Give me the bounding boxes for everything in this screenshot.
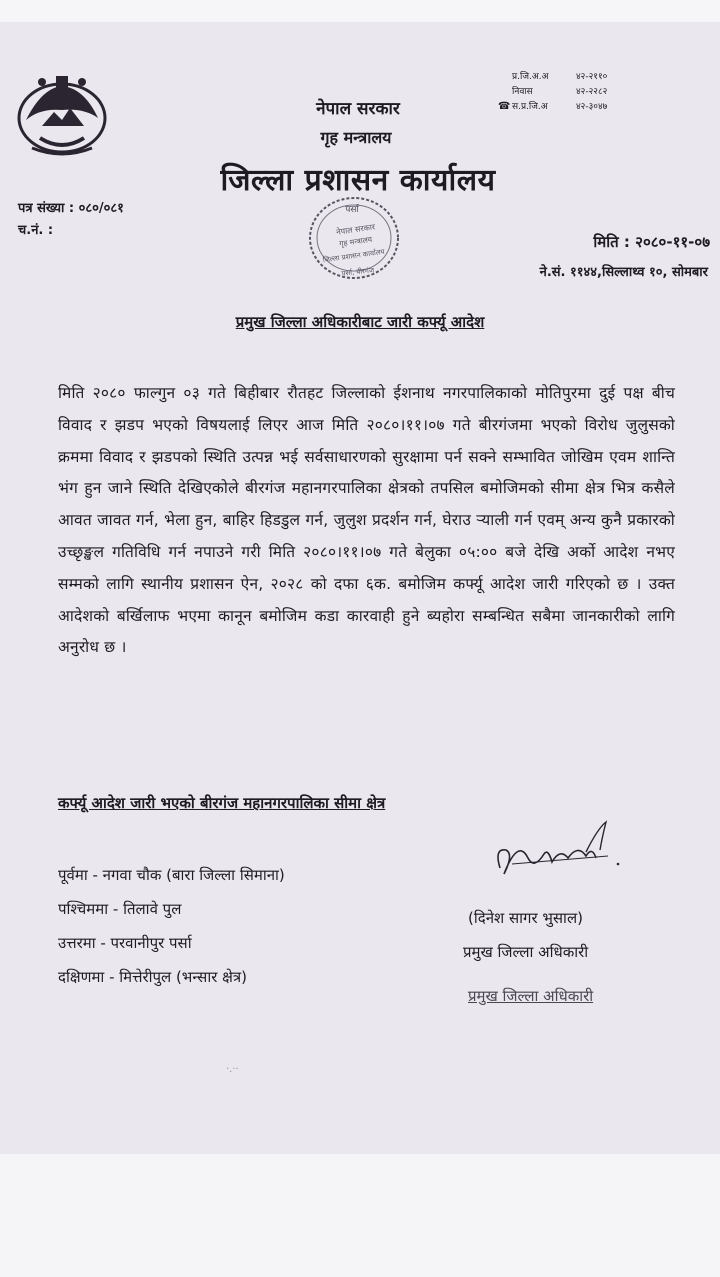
signatory-title: प्रमुख जिल्ला अधिकारी [463, 943, 589, 961]
signatory-stamp: प्रमुख जिल्ला अधिकारी [468, 987, 594, 1005]
letter-number: पत्र संख्या : ०८०/०८१ [18, 201, 124, 216]
top-margin [0, 0, 720, 22]
list-item: पूर्वमा - नगवा चौक (बारा जिल्ला सिमाना) [58, 866, 285, 884]
order-body: मिति २०८० फाल्गुन ०३ गते बिहीबार रौतहट जिल्लाको ईशनाथ नगरपालिकाको मोतिपुरमा दुई पक्ष बीच विवाद र झडप भएको विषयलाई लिएर आज मिति २०८०।११।०७ गते बीरगंजमा भएको विरोध जुलुसको क्रममा विवाद र झडपको स्थिति उत्पन्न भई सर्वसाधारणको सुरक्षामा पर्न सक्ने सम्भावित जोखिम एवम शान्ति भंग हुन जाने स्थिति देखिएकोले बीरगंज महानगरपालिका क्षेत्रको तपसिल बमोजिमको सीमा क्षेत्र भित्र कसैले आवत जावत गर्न, भेला हुन, बाहिर हिडडुल गर्न, जुलुश प्रदर्शन गर्न, घेराउ ऱ्याली गर्न एवम् अन्य कुनै प्रकारको उच्छृङ्खल गतिविधि गर्न नपाउने गरी मिति २०८०।११।०७ गते बेलुका ०५:०० बजे देखि अर्को आदेश नभए सम्मको लागि स्थानीय प्रशासन ऐन, २०२८ को दफा ६क. बमोजिम कर्फ्यू आदेश जारी गरिएको छ । उक्त आदेशको बर्खिलाफ भएमा कानून बमोजिम कडा कारवाही हुने ब्यहोरा सम्बन्धित सबैमा जानकारीको लागि अनुरोध छ । [58, 384, 675, 657]
svg-text:नेपाल सरकार: नेपाल सरकार [335, 222, 376, 237]
dispatch-number: च.नं. : [18, 223, 54, 238]
paper-speck: ·.·· [226, 1064, 239, 1075]
area-heading: कर्फ्यू आदेश जारी भएको बीरगंज महानगरपालिका सीमा क्षेत्र [58, 794, 386, 812]
signature [488, 818, 638, 890]
contact-row: प्र.जि.अ.अ ४२-२११० [512, 72, 608, 82]
list-item: पश्चिममा - तिलावे पुल [58, 900, 182, 918]
office-seal [306, 192, 406, 288]
subject-heading: प्रमुख जिल्ला अधिकारीबाट जारी कर्फ्यू आदेश [235, 313, 485, 331]
ministry-name: गृह मन्त्रालय [320, 128, 392, 147]
government-name: नेपाल सरकार [316, 99, 400, 119]
office-title: जिल्ला प्रशासन कार्यालय [220, 163, 496, 198]
contact-row: स.प्र.जि.अ ४२-३०४७ [512, 102, 608, 112]
list-item: उत्तरमा - परवानीपुर पर्सा [58, 934, 192, 952]
list-item: दक्षिणमा - मित्तेरीपुल (भन्सार क्षेत्र) [58, 968, 247, 986]
svg-text:पर्सा: पर्सा [345, 205, 359, 215]
date-bikram-sambat: मिति : २०८०-११-०७ [593, 233, 710, 251]
svg-text:जिल्ला प्रशासन कार्यालय: जिल्ला प्रशासन कार्यालय [322, 247, 386, 265]
contact-row: निवास ४२-२२८२ [512, 87, 608, 97]
bottom-margin [0, 1154, 720, 1277]
contact-numbers [498, 70, 608, 115]
signatory-name: (दिनेश सागर भुसाल) [468, 909, 583, 927]
boundary-list [58, 858, 285, 994]
date-nepal-sambat: ने.सं. ११४४,सिल्लाथ्व १०, सोमबार [539, 265, 708, 280]
telephone-icon: ☎ [498, 101, 511, 112]
svg-text:गृह मन्त्रालय: गृह मन्त्रालय [338, 234, 373, 249]
svg-text:पर्सा, वीरगंज: पर्सा, वीरगंज [341, 266, 375, 278]
